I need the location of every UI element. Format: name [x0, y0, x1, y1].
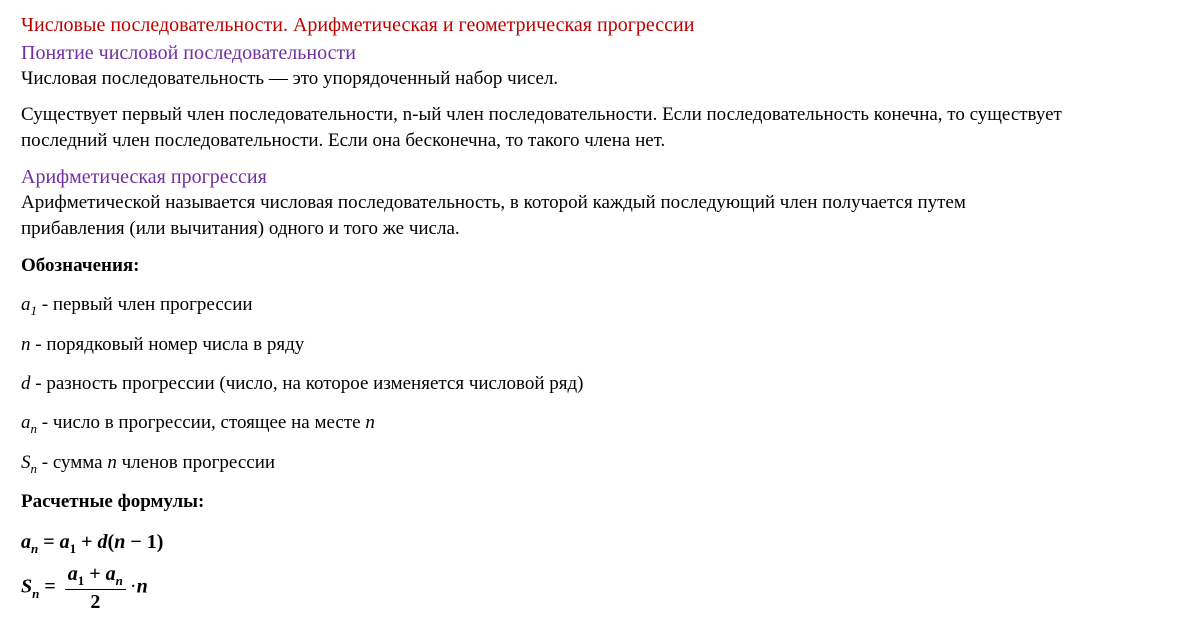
formula-nth-term — [21, 529, 1193, 557]
paragraph-members-line2: последний член последовательности. Если она бесконечна, то такого члена нет. — [21, 130, 666, 151]
paragraph-members-line1: Существует первый член последовательности, n-ый член последовательности. Если последовательность конечна, то существует — [21, 104, 1062, 125]
formulas-heading: Расчетные формулы: — [21, 491, 205, 512]
term-symbol: d — [21, 373, 31, 394]
term-symbol: a — [21, 294, 31, 315]
formula-sum — [21, 563, 1193, 613]
formula-d: d — [97, 531, 108, 553]
formula-equals: = — [38, 531, 60, 553]
term-description: - сумма — [37, 452, 108, 473]
term-subscript: n — [30, 421, 37, 436]
fraction-numerator — [65, 563, 126, 590]
formula-plus: + — [76, 531, 98, 553]
formula-close-paren: ) — [156, 531, 164, 553]
term-symbol: n — [21, 334, 31, 355]
paragraph-arithmetic-line2: прибавления (или вычитания) одного и того же числа. — [21, 218, 460, 239]
term-mid-variable: n — [107, 452, 117, 473]
term-sn — [21, 450, 1193, 477]
section-heading-arithmetic: Арифметическая прогрессия — [21, 166, 267, 188]
numerator-plus: + — [84, 563, 106, 585]
term-symbol: a — [21, 412, 31, 433]
term-subscript: n — [30, 461, 37, 476]
formula-one: 1 — [146, 531, 157, 553]
formula-a: a — [59, 531, 70, 553]
term-d — [21, 371, 1193, 397]
numerator-b-subscript: n — [115, 573, 123, 588]
formula-sum-lhs: S — [21, 575, 33, 598]
paragraph-arithmetic-line1: Арифметической называется числовая последовательность, в которой каждый последующий член получается путем — [21, 192, 966, 213]
numerator-b: a — [105, 563, 116, 585]
term-n — [21, 332, 1193, 358]
formula-dot: · — [129, 575, 137, 598]
fraction-denominator: 2 — [90, 591, 101, 613]
formula-n: n — [114, 531, 126, 553]
numerator-a: a — [67, 563, 78, 585]
fraction — [65, 563, 126, 613]
formula-lhs-subscript: n — [31, 541, 39, 556]
formula-a-subscript: 1 — [69, 541, 77, 556]
term-description: - первый член прогрессии — [37, 294, 253, 315]
term-subscript: 1 — [30, 303, 37, 318]
formula-minus: − — [125, 531, 147, 553]
term-description: - число в прогрессии, стоящее на месте — [37, 412, 366, 433]
term-description: - порядковый номер числа в ряду — [30, 334, 305, 355]
formula-lhs: a — [21, 531, 31, 553]
term-an — [21, 410, 1193, 437]
formula-open-paren: ( — [107, 531, 115, 553]
term-description: - разность прогрессии (число, на которое изменяется числовой ряд) — [30, 373, 584, 394]
formula-sum-lhs-subscript: n — [32, 585, 40, 601]
term-tail-variable: n — [365, 412, 375, 433]
page-title: Числовые последовательности. Арифметическая и геометрическая прогрессии — [21, 14, 695, 36]
notation-heading: Обозначения: — [21, 255, 140, 276]
paragraph-definition: Числовая последовательность — это упорядоченный набор чисел. — [21, 68, 559, 89]
term-description-end: членов прогрессии — [116, 452, 276, 473]
numerator-a-subscript: 1 — [77, 573, 85, 588]
formula-sum-n: n — [136, 575, 148, 598]
term-a1 — [21, 292, 1193, 319]
term-symbol: S — [21, 452, 31, 473]
section-heading-sequence: Понятие числовой последовательности — [21, 42, 356, 64]
formula-sum-equals: = — [39, 575, 61, 598]
